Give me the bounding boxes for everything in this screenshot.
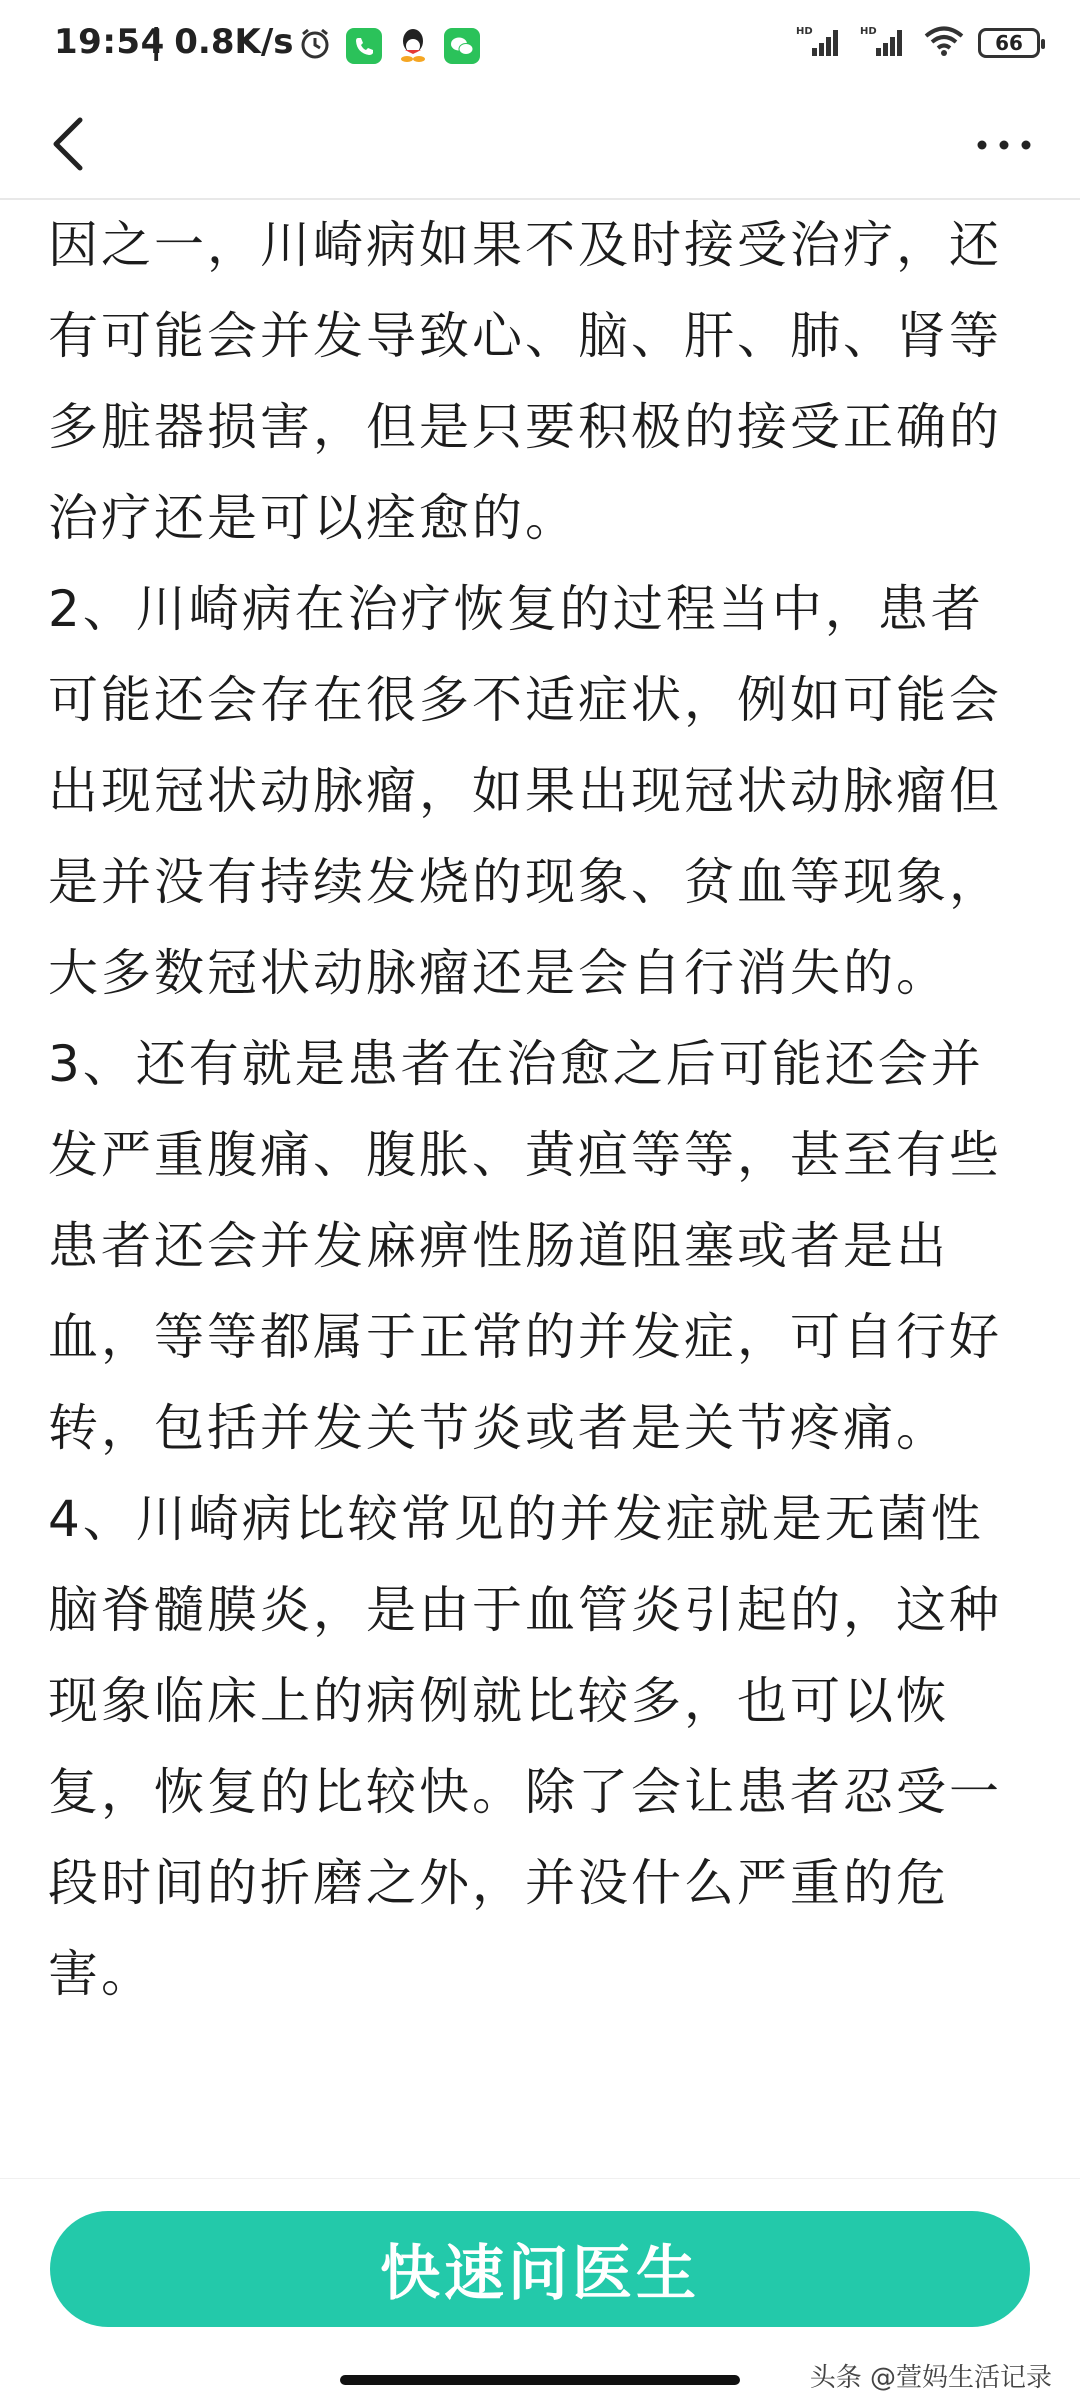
status-bar	[0, 0, 1080, 96]
battery-icon: 66	[978, 28, 1040, 58]
wechat-app-icon	[444, 28, 480, 64]
status-speed: | 0.8K/s	[150, 22, 294, 62]
svg-text:HD: HD	[860, 26, 877, 37]
more-button[interactable]	[964, 114, 1044, 178]
more-dots-icon	[974, 137, 1034, 156]
home-indicator[interactable]	[340, 2375, 740, 2385]
article-paragraph: 4、川崎病比较常见的并发症就是无菌性脑脊髓膜炎，是由于血管炎引起的，这种现象临床上的病例就比较多，也可以恢复，恢复的比较快。除了会让患者忍受一段时间的折磨之外，并没什么严重的危害。	[48, 1490, 1002, 2003]
article-paragraph: 因之一，川崎病如果不及时接受治疗，还有可能会并发导致心、脑、肝、肺、肾等多脏器损害，但是只要积极的接受正确的治疗还是可以痊愈的。	[48, 216, 1002, 547]
phone-app-icon	[346, 28, 382, 64]
back-button[interactable]	[36, 114, 100, 178]
nav-bar	[0, 96, 1080, 200]
bottom-action-bar	[0, 2178, 1080, 2401]
chevron-left-icon	[50, 116, 86, 176]
wifi-icon	[924, 25, 964, 61]
status-time: 19:54	[54, 22, 165, 62]
svg-text:HD: HD	[796, 26, 813, 37]
article-paragraph: 3、还有就是患者在治愈之后可能还会并发严重腹痛、腹胀、黄疸等等，甚至有些患者还会并发麻痹性肠道阻塞或者是出血，等等都属于正常的并发症，可自行好转，包括并发关节炎或者是关节疼痛。	[48, 1035, 1002, 1457]
alarm-icon	[298, 27, 332, 65]
hd-signal-icon	[796, 24, 846, 62]
watermark: 头条 @萱妈生活记录	[809, 2363, 1052, 2393]
qq-app-icon	[396, 26, 430, 66]
hd-signal-icon	[860, 24, 910, 62]
article-paragraph: 2、川崎病在治疗恢复的过程当中，患者可能还会存在很多不适症状，例如可能会出现冠状动脉瘤，如果出现冠状动脉瘤但是并没有持续发烧的现象、贫血等现象，大多数冠状动脉瘤还是会自行消失的。	[48, 580, 1002, 1002]
article-body	[48, 200, 1032, 2180]
ask-doctor-button[interactable]: 快速问医生	[50, 2211, 1030, 2327]
